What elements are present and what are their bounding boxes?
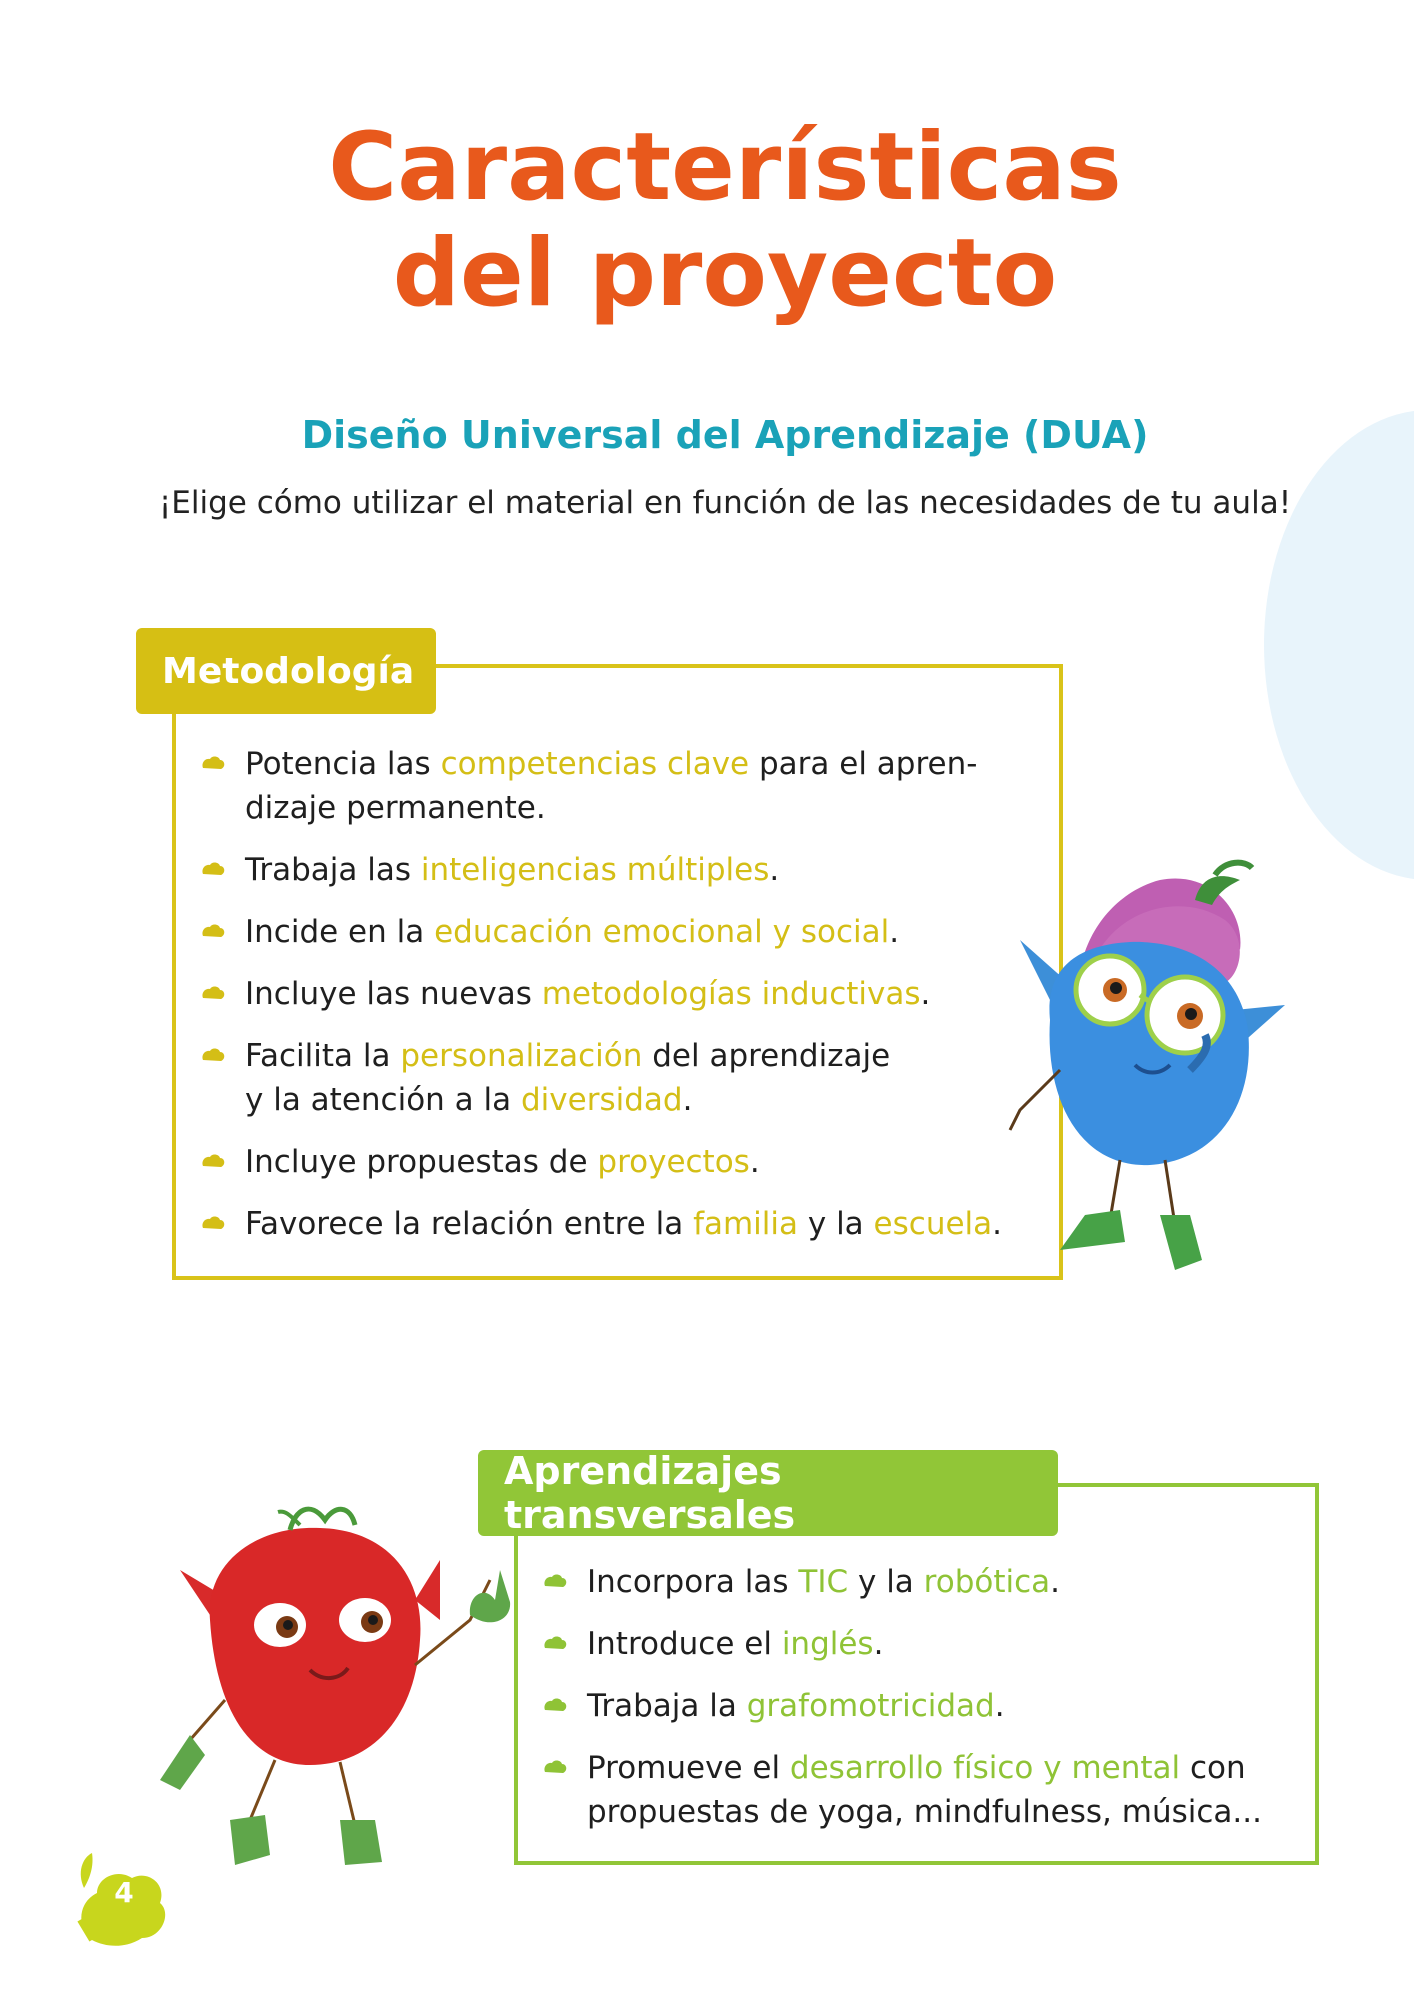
- title-line-2: del proyecto: [392, 219, 1058, 328]
- leaf-bullet-icon: [200, 1046, 226, 1066]
- leaf-bullet-icon: [200, 984, 226, 1004]
- item-text: del aprendizaje: [642, 1038, 891, 1074]
- item-highlight: diversidad: [520, 1082, 683, 1118]
- item-highlight: competencias clave: [440, 746, 750, 782]
- item-highlight: proyectos: [597, 1144, 750, 1180]
- metodologia-list: [200, 742, 1030, 1264]
- item-text: propuestas de yoga, mindfulness, música...: [587, 1794, 1262, 1830]
- leaf-bullet-icon: [542, 1696, 568, 1716]
- page-number: 4: [114, 1876, 134, 1909]
- item-text: .: [889, 914, 900, 950]
- item-text: Promueve el: [587, 1750, 790, 1786]
- item-highlight: inteligencias múltiples: [420, 852, 770, 888]
- item-highlight: familia: [693, 1206, 799, 1242]
- leaf-bullet-icon: [200, 1152, 226, 1172]
- item-text: Trabaja las: [245, 852, 421, 888]
- list-item: [200, 972, 1030, 1016]
- item-text: Trabaja la: [587, 1688, 747, 1724]
- title-line-1: Características: [328, 113, 1122, 222]
- metodologia-tab: [136, 628, 436, 714]
- leaf-bullet-icon: [200, 1214, 226, 1234]
- item-highlight: escuela: [873, 1206, 993, 1242]
- eggplant-mascot-illustration: [990, 830, 1290, 1290]
- list-item: [200, 1034, 1030, 1122]
- item-text: .: [920, 976, 931, 1012]
- item-highlight: grafomotricidad: [746, 1688, 995, 1724]
- item-text: .: [682, 1082, 693, 1118]
- aprendizajes-list: [542, 1560, 1302, 1852]
- item-text: .: [769, 852, 780, 888]
- dua-subtitle: Diseño Universal del Aprendizaje (DUA): [301, 413, 1149, 457]
- item-text: y la atención a la: [245, 1082, 521, 1118]
- item-text: .: [749, 1144, 760, 1180]
- list-item: [542, 1560, 1302, 1604]
- list-item: [200, 1202, 1030, 1246]
- item-text: Incluye propuestas de: [245, 1144, 598, 1180]
- item-text: con: [1180, 1750, 1246, 1786]
- intro-text: ¡Elige cómo utilizar el material en función de las necesidades de tu aula!: [158, 485, 1292, 521]
- tomato-mascot-illustration: [150, 1490, 530, 1890]
- list-item: [200, 910, 1030, 954]
- item-text: Incorpora las: [587, 1564, 799, 1600]
- item-highlight: metodologías inductivas: [541, 976, 921, 1012]
- item-text: y la: [798, 1206, 874, 1242]
- leaf-bullet-icon: [542, 1634, 568, 1654]
- leaf-bullet-icon: [200, 860, 226, 880]
- item-highlight: desarrollo físico y mental: [789, 1750, 1181, 1786]
- item-text: Facilita la: [245, 1038, 401, 1074]
- metodologia-tab-label: Metodología: [162, 650, 415, 692]
- leaf-bullet-icon: [542, 1572, 568, 1592]
- item-text: .: [992, 1206, 1003, 1242]
- item-text: y la: [848, 1564, 924, 1600]
- item-text: Potencia las: [245, 746, 441, 782]
- list-item: [542, 1746, 1302, 1834]
- leaf-bullet-icon: [200, 922, 226, 942]
- item-text: .: [873, 1626, 884, 1662]
- item-text: .: [994, 1688, 1005, 1724]
- list-item: [542, 1622, 1302, 1666]
- list-item: [200, 848, 1030, 892]
- leaf-bullet-icon: [542, 1758, 568, 1778]
- list-item: [200, 1140, 1030, 1184]
- list-item: [542, 1684, 1302, 1728]
- item-text: Incluye las nuevas: [245, 976, 542, 1012]
- leaf-bullet-icon: [200, 754, 226, 774]
- decorative-arc: [1264, 410, 1414, 880]
- item-text: Introduce el: [587, 1626, 782, 1662]
- aprendizajes-tab-label: Aprendizajes transversales: [504, 1449, 796, 1537]
- item-highlight: robótica: [923, 1564, 1051, 1600]
- item-highlight: educación emocional y social: [434, 914, 890, 950]
- item-text: Favorece la relación entre la: [245, 1206, 694, 1242]
- item-text: .: [1050, 1564, 1061, 1600]
- page-title: [0, 115, 1414, 327]
- item-text: dizaje permanente.: [245, 790, 546, 826]
- item-text: Incide en la: [245, 914, 435, 950]
- list-item: [200, 742, 1030, 830]
- item-highlight: personalización: [400, 1038, 643, 1074]
- aprendizajes-tab: [478, 1450, 1058, 1536]
- item-highlight: TIC: [798, 1564, 849, 1600]
- item-text: para el apren-: [749, 746, 978, 782]
- item-highlight: inglés: [781, 1626, 874, 1662]
